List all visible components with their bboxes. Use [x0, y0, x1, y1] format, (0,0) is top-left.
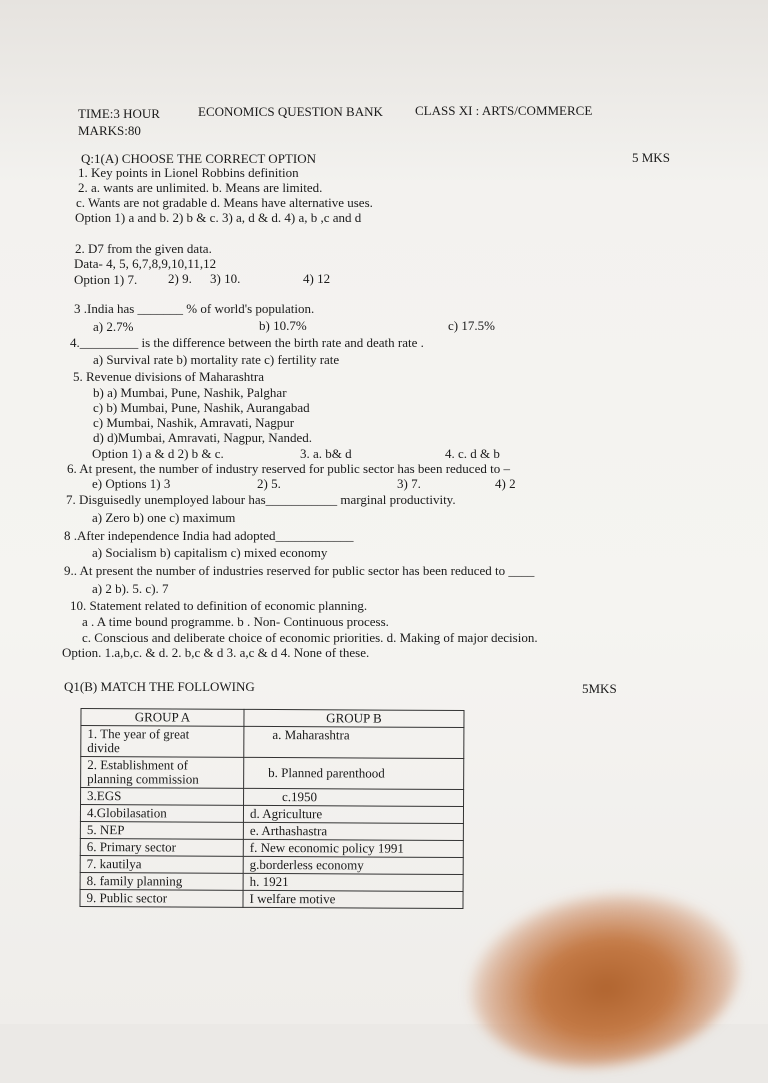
question-line: 2) 9.: [168, 271, 192, 286]
paper-title: ECONOMICS QUESTION BANK: [198, 104, 383, 119]
question-line: 2) 5.: [257, 476, 281, 491]
question-line: 8 .After independence India had adopted____________: [64, 528, 354, 543]
table-row: [81, 725, 464, 758]
question-line: a) Zero b) one c) maximum: [92, 510, 236, 525]
question-line: c) b) Mumbai, Pune, Nashik, Aurangabad: [93, 400, 310, 415]
question-line: 4) 2: [495, 476, 516, 491]
cell-text: divide: [87, 740, 120, 756]
group-a-cell: 5. NEP: [80, 821, 243, 839]
question-line: a) Survival rate b) mortality rate c) fertility rate: [93, 352, 340, 367]
cell-text: 1. The year of great: [87, 726, 190, 742]
question-line: e) Options 1) 3: [92, 476, 171, 491]
group-b-cell: c.1950: [244, 788, 464, 806]
group-a-cell: [81, 725, 244, 757]
question-line: c. Wants are not gradable d. Means have alternative uses.: [76, 195, 373, 210]
question-line: Option 1) a and b. 2) b & c. 3) a, d & d. 4) a, b ,c and d: [75, 210, 362, 225]
question-line: Data- 4, 5, 6,7,8,9,10,11,12: [74, 256, 217, 271]
question-line: 9.. At present the number of industries reserved for public sector has been reduced to ____: [64, 563, 535, 578]
table-row: [80, 889, 463, 908]
table-row: [80, 838, 463, 857]
group-a-cell: 7. kautilya: [80, 855, 243, 873]
question-line: c. Conscious and deliberate choice of economic priorities. d. Making of major decision.: [82, 630, 538, 645]
section-a-marks: 5 MKS: [632, 150, 670, 165]
question-line: b) a) Mumbai, Pune, Nashik, Palghar: [93, 385, 287, 400]
question-line: d) d)Mumbai, Amravati, Nagpur, Nanded.: [93, 430, 312, 445]
marks-label: MARKS:80: [78, 123, 141, 138]
group-a-header: GROUP A: [81, 708, 244, 726]
table-row: [80, 855, 463, 874]
group-b-cell: h. 1921: [243, 873, 463, 891]
table-row: [80, 804, 463, 823]
question-line: b) 10.7%: [259, 318, 307, 333]
group-b-cell: f. New economic policy 1991: [243, 839, 463, 857]
question-line: a . A time bound programme. b . Non- Continuous process.: [82, 614, 389, 629]
question-line: Option 1) a & d 2) b & c.: [92, 446, 224, 461]
question-line: c) 17.5%: [448, 318, 495, 333]
question-line: Option 1) 7.: [74, 272, 138, 287]
cell-text: planning commission: [87, 771, 199, 787]
question-line: 10. Statement related to definition of economic planning.: [70, 598, 368, 613]
question-line: 3 .India has _______ % of world's population.: [74, 301, 315, 316]
table-row: [80, 872, 463, 891]
question-line: 5. Revenue divisions of Maharashtra: [73, 369, 264, 384]
table-row: [80, 821, 463, 840]
cell-text: 2. Establishment of: [87, 757, 189, 773]
question-line: 4) 12: [303, 271, 331, 286]
table-header-row: [81, 708, 464, 727]
question-line: a) Socialism b) capitalism c) mixed economy: [92, 545, 328, 560]
group-b-cell: a. Maharashtra: [244, 726, 464, 758]
question-line: 4._________ is the difference between the birth rate and death rate .: [70, 335, 424, 350]
finger-smudge: [459, 877, 750, 1083]
question-line: 4. c. d & b: [445, 446, 500, 461]
group-b-cell: e. Arthashastra: [243, 822, 463, 840]
group-a-cell: 3.EGS: [81, 787, 244, 805]
question-line: 6. At present, the number of industry reserved for public sector has been reduced to –: [67, 461, 510, 476]
section-b-marks: 5MKS: [582, 681, 617, 696]
question-line: 3) 7.: [397, 476, 421, 491]
section-b-heading: Q1(B) MATCH THE FOLLOWING: [64, 679, 255, 694]
group-b-cell: I welfare motive: [243, 890, 463, 908]
group-b-cell: g.borderless economy: [243, 856, 463, 874]
question-line: 3. a. b& d: [300, 446, 352, 461]
section-a-heading: Q:1(A) CHOOSE THE CORRECT OPTION: [81, 151, 316, 166]
group-a-cell: 9. Public sector: [80, 889, 243, 907]
question-line: 2. a. wants are unlimited. b. Means are limited.: [78, 180, 323, 195]
group-a-cell: 8. family planning: [80, 872, 243, 890]
question-line: 7. Disguisedly unemployed labour has___________ marginal productivity.: [66, 492, 456, 507]
group-b-header: GROUP B: [244, 709, 464, 727]
question-line: 3) 10.: [210, 271, 241, 286]
question-line: Option. 1.a,b,c. & d. 2. b,c & d 3. a,c & d 4. None of these.: [62, 645, 370, 660]
group-a-cell: [81, 756, 244, 788]
group-b-cell: d. Agriculture: [243, 805, 463, 823]
match-table: [79, 708, 464, 909]
question-line: a) 2 b). 5. c). 7: [92, 581, 169, 596]
group-a-cell: 4.Globilasation: [80, 804, 243, 822]
question-line: 2. D7 from the given data.: [75, 241, 212, 256]
time-label: TIME:3 HOUR: [78, 106, 160, 121]
group-a-cell: 6. Primary sector: [80, 838, 243, 856]
table-row: [81, 787, 464, 806]
question-line: a) 2.7%: [93, 319, 134, 334]
group-b-cell: b. Planned parenthood: [244, 757, 464, 789]
question-line: 1. Key points in Lionel Robbins definition: [78, 165, 299, 180]
table-row: [81, 756, 464, 789]
class-label: CLASS XI : ARTS/COMMERCE: [415, 103, 593, 118]
question-line: c) Mumbai, Nashik, Amravati, Nagpur: [93, 415, 295, 430]
